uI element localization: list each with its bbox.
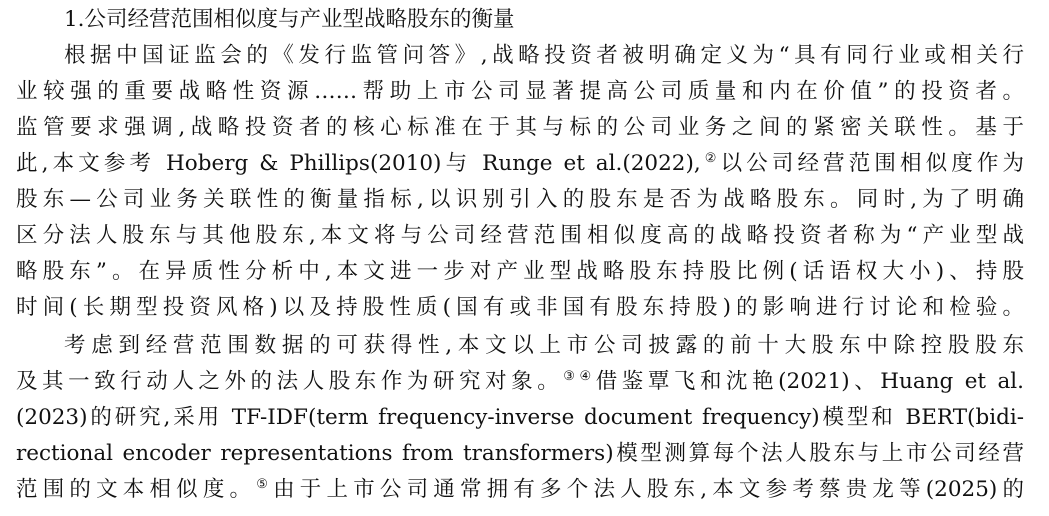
paragraph-2-line-5-tail: 由于上市公司通常拥有多个法人股东,本文参考蔡贵龙等(2025)的 [273,477,1024,502]
paragraph-2-line-5-text: 范围的文本相似度。 [16,477,257,502]
paragraph-1-line-8: 时间(长期型投资风格)以及持股性质(国有或非国有股东持股)的影响进行讨论和检验。 [16,295,1024,320]
paragraph-1-line-3: 监管要求强调,战略投资者的核心标准在于其与标的公司业务之间的紧密关联性。基于 [16,115,1024,140]
paragraph-1-line-4 [16,144,1024,184]
paragraph-1-line-6: 区分法人股东与其他股东,本文将与公司经营范围相似度高的战略投资者称为“产业型战 [16,223,1024,248]
paragraph-2-line-5 [16,470,1024,510]
paragraph-2-line-4: rectional encoder representations from transformers)模型测算每个法人股东与上市公司经营 [16,441,1024,466]
section-heading: 1.公司经营范围相似度与产业型战略股东的衡量 [64,7,515,32]
paragraph-2-line-2 [16,362,1024,402]
paragraph-1-line-4-text: 此,本文参考 Hoberg & Phillips(2010)与 Runge et al.(2022), [16,151,701,176]
footnote-marker-2: ② [700,150,721,166]
footnote-marker-3-4: ③④ [563,368,596,384]
paragraph-1-line-2: 业较强的重要战略性资源……帮助上市公司显著提高公司质量和内在价值”的投资者。 [16,79,1024,104]
paragraph-1-line-1: 根据中国证监会的《发行监管问答》,战略投资者被明确定义为“具有同行业或相关行 [64,43,1024,68]
paragraph-1-line-7: 略股东”。在异质性分析中,本文进一步对产业型战略股东持股比例(话语权大小)、持股 [16,259,1024,284]
paragraph-2-line-3: (2023)的研究,采用 TF-IDF(term frequency-inverse document frequency)模型和 BERT(bidi- [16,405,1024,430]
paragraph-2-line-2-text: 及其一致行动人之外的法人股东作为研究对象。 [16,369,564,394]
footnote-marker-5: ⑤ [256,476,274,492]
paragraph-2-line-2-tail: 借鉴覃飞和沈艳(2021)、Huang et al. [595,369,1024,394]
paragraph-1-line-4-tail: 以公司经营范围相似度作为 [720,151,1024,176]
paragraph-2-line-1: 考虑到经营范围数据的可获得性,本文以上市公司披露的前十大股东中除控股股东 [64,333,1024,358]
paragraph-1-line-5: 股东—公司业务关联性的衡量指标,以识别引入的股东是否为战略股东。同时,为了明确 [16,187,1024,212]
